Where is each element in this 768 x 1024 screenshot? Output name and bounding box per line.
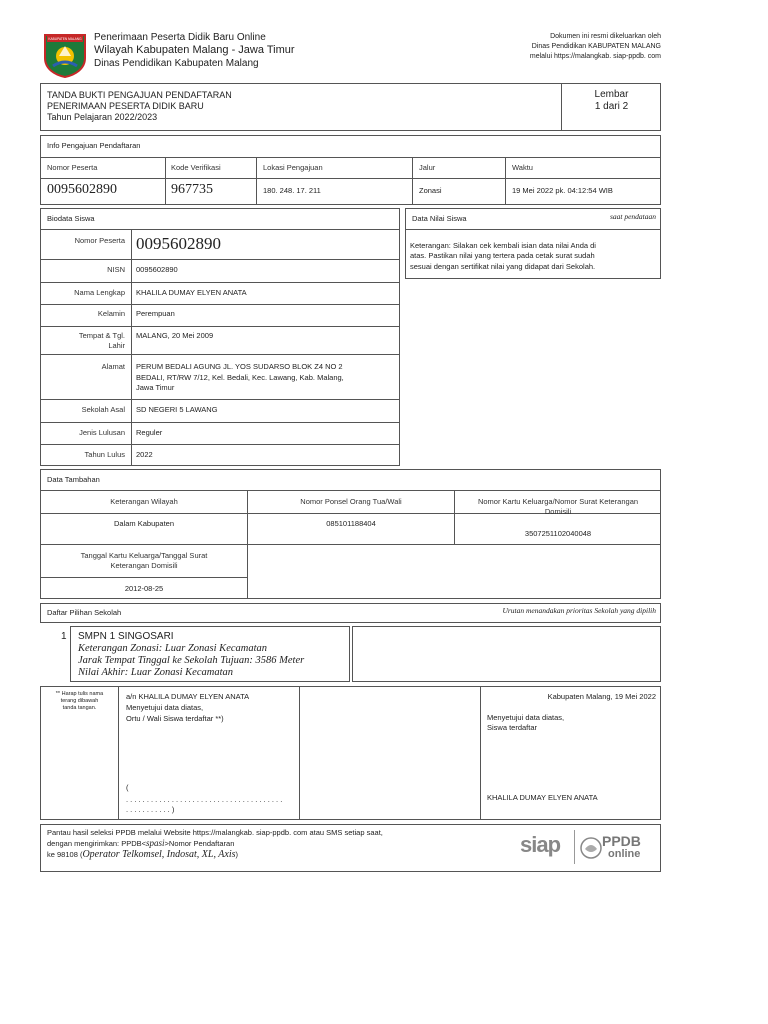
bio-ttl-label2: Lahir: [108, 341, 125, 350]
siap-logo: [520, 832, 570, 862]
tambahan-col1-value: Dalam Kabupaten: [113, 519, 175, 528]
footer-l2: [47, 838, 234, 848]
title-line2: PENERIMAAN PESERTA DIDIK BARU: [47, 101, 204, 111]
pilihan-no: 1: [61, 631, 67, 642]
ttd-an: a/n KHALILA DUMAY ELYEN ANATA: [126, 692, 250, 701]
bio-lulusan-value: Reguler: [136, 428, 163, 437]
ttd-note2: terang dibawah: [60, 698, 99, 704]
ppdb-online-logo: [580, 831, 650, 865]
ttd-tempat: Kabupaten Malang, 19 Mei 2022: [547, 692, 656, 701]
bio-nama-value: KHALILA DUMAY ELYEN ANATA: [136, 288, 247, 297]
info-lokasi-value: 180. 248. 17. 211: [263, 186, 321, 195]
nilai-heading: Data Nilai Siswa: [412, 214, 467, 223]
title-line1: TANDA BUKTI PENGAJUAN PENDAFTARAN: [47, 90, 232, 100]
footer-l2c: >Nomor Pendaftaran: [164, 839, 235, 848]
tambahan-tgl-value: 2012-08-25: [124, 584, 164, 593]
pilihan-heading: Daftar Pilihan Sekolah: [47, 608, 122, 617]
sheet-value: 1 dari 2: [594, 101, 629, 112]
tambahan-col2-label: Nomor Ponsel Orang Tua/Wali: [300, 497, 402, 506]
header-line2: Wilayah Kabupaten Malang - Jawa Timur: [94, 44, 295, 56]
header-note3: melalui https://malangkab. siap-ppdb. com: [529, 53, 661, 60]
tambahan-col3-label2: Domisili: [544, 507, 572, 516]
ttd-setuju: Menyetujui data diatas,: [126, 703, 204, 712]
header-note2: Dinas Pendidikan KABUPATEN MALANG: [531, 43, 661, 50]
info-nomor-value: 0095602890: [47, 182, 117, 197]
sheet-label: Lembar: [594, 89, 629, 100]
ttd-dots1: . . . . . . . . . . . . . . . . . . . . . . . . . . . . . . . . . . . . . .: [126, 795, 283, 804]
ttd-dots2: . . . . . . . . . . . ): [126, 805, 175, 814]
info-heading: Info Pengajuan Pendaftaran: [47, 141, 141, 150]
tambahan-col1-label: Keterangan Wilayah: [110, 497, 178, 506]
nilai-note: saat pendataan: [609, 212, 656, 221]
footer-l3a: ke 98108 (: [47, 850, 83, 859]
info-jalur-value: Zonasi: [419, 186, 442, 195]
tambahan-tgl-label1: Tanggal Kartu Keluarga/Tanggal Surat: [80, 551, 208, 560]
info-kode-value: 967735: [171, 182, 213, 197]
ttd-note1: ** Harap tulis nama: [55, 691, 104, 697]
pilihan-row-empty-box: [352, 626, 661, 682]
nilai-ket1: Keterangan: Silakan cek kembali isian data nilai Anda di: [410, 241, 596, 250]
bio-alamat-l2: BEDALI, RT/RW 7/12, Kel. Bedali, Kec. Lawang, Kab. Malang,: [136, 373, 344, 382]
nilai-ket2: atas. Pastikan nilai yang tertera pada cetak surat sudah: [410, 251, 595, 260]
footer-l3b: Operator Telkomsel, Indosat, XL, Axis: [82, 849, 236, 860]
tambahan-heading: Data Tambahan: [47, 475, 100, 484]
bio-ttl-value: MALANG, 20 Mei 2009: [136, 331, 214, 340]
nilai-ket3: sesuai dengan sertifikat nilai yang didapat dari Sekolah.: [410, 262, 596, 271]
bio-kelamin-label: Kelamin: [97, 309, 125, 318]
info-col-waktu: Waktu: [512, 163, 533, 172]
bio-sekolah-label: Sekolah Asal: [81, 405, 125, 414]
pilihan-sekolah: SMPN 1 SINGOSARI: [78, 631, 174, 642]
ttd-nama: KHALILA DUMAY ELYEN ANATA: [487, 793, 598, 802]
bio-alamat-l1: PERUM BEDALI AGUNG JL. YOS SUDARSO BLOK Z4 NO 2: [136, 362, 343, 371]
pilihan-ket3: Nilai Akhir: Luar Zonasi Kecamatan: [78, 667, 233, 678]
info-col-nomor: Nomor Peserta: [47, 163, 98, 172]
online-logo-text: online: [608, 848, 641, 860]
info-col-kode: Kode Verifikasi: [171, 163, 221, 172]
biodata-heading: Biodata Siswa: [47, 214, 95, 223]
tambahan-col3-label1: Nomor Kartu Keluarga/Nomor Surat Keterangan: [477, 497, 639, 506]
bio-alamat-l3: Jawa Timur: [136, 383, 175, 392]
info-col-lokasi: Lokasi Pengajuan: [263, 163, 323, 172]
bio-nisn-value: 0095602890: [136, 265, 178, 274]
footer-l3: [47, 849, 238, 860]
bio-lulusan-label: Jenis Lulusan: [79, 428, 125, 437]
pilihan-ket2: Jarak Tempat Tinggal ke Sekolah Tujuan: 3586 Meter: [78, 655, 305, 666]
bio-nomor-label: Nomor Peserta: [74, 236, 125, 245]
bio-alamat-label: Alamat: [101, 362, 125, 371]
title-line3: Tahun Pelajaran 2022/2023: [47, 112, 158, 122]
pilihan-note: Urutan menandakan prioritas Sekolah yang dipilih: [502, 606, 656, 615]
bio-tahun-value: 2022: [136, 450, 153, 459]
siap-logo-text: siap: [520, 832, 561, 857]
footer-l3c: ): [235, 850, 239, 859]
info-col-jalur: Jalur: [419, 163, 436, 172]
bio-tahun-label: Tahun Lulus: [84, 450, 125, 459]
tambahan-col2-value: 085101188404: [326, 519, 376, 528]
bio-ttl-label1: Tempat & Tgl.: [78, 331, 125, 340]
footer-l1: Pantau hasil seleksi PPDB melalui Website https://malangkab. siap-ppdb. com atau SMS setiap saat,: [47, 828, 383, 837]
bio-nomor-value: 0095602890: [136, 234, 221, 253]
bio-nisn-label: NISN: [107, 265, 125, 274]
header-note1: Dokumen ini resmi dikeluarkan oleh: [550, 33, 661, 40]
ttd-open: (: [126, 783, 129, 792]
tambahan-col3-value: 3507251102040048: [524, 529, 592, 538]
footer-l2a: dengan mengirimkan: PPDB<: [47, 839, 147, 848]
tambahan-tgl-label2: Keterangan Domisili: [110, 561, 178, 570]
ttd-note3: tanda tangan.: [62, 705, 97, 711]
info-waktu-value: 19 Mei 2022 pk. 04:12:54 WIB: [512, 186, 613, 195]
pilihan-ket1: Keterangan Zonasi: Luar Zonasi Kecamatan: [78, 643, 268, 654]
header-line3: Dinas Pendidikan Kabupaten Malang: [94, 58, 259, 69]
ttd-setuju2: Menyetujui data diatas,: [487, 713, 565, 722]
logo-lettering: KABUPATEN MALANG: [48, 37, 82, 41]
bio-nama-label: Nama Lengkap: [74, 288, 125, 297]
header-line1: Penerimaan Peserta Didik Baru Online: [94, 32, 266, 43]
ppdb-logo-text: PPDB: [602, 833, 641, 849]
footer-l2b: spasi: [146, 838, 165, 848]
regency-logo: [43, 32, 87, 78]
ttd-siswa: Siswa terdaftar: [487, 723, 538, 732]
bio-sekolah-value: SD NEGERI 5 LAWANG: [136, 405, 218, 414]
ttd-ortu: Ortu / Wali Siswa terdaftar **): [126, 714, 224, 723]
bio-kelamin-value: Perempuan: [136, 309, 175, 318]
